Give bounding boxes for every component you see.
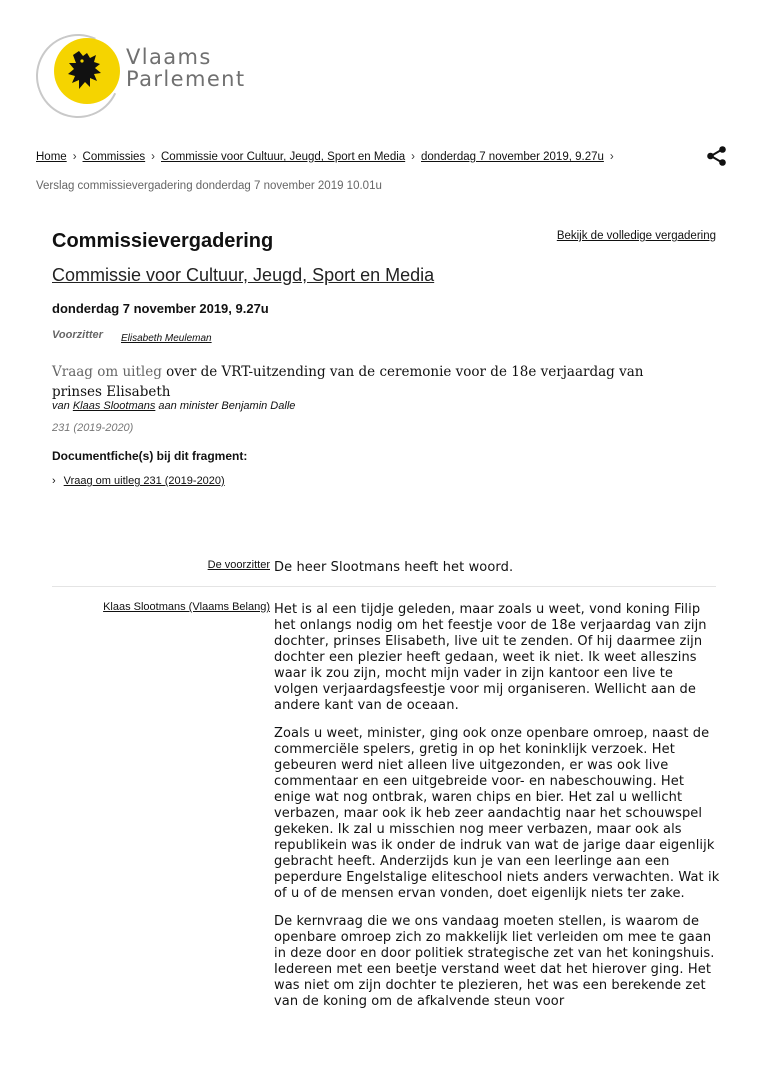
speech-paragraph: De kernvraag die we ons vandaag moeten stellen, is waarom de openbare omroep zich zo makkelijk liet verleiden om mee te gaan in deze door en door politiek strategische zet van het koningshuis. Iedereen met een beetje verstand weet dat het hierover ging. Het was niet om zijn dochter te plezieren, het was een berekende zet van de koning om de afkalvende steun voor xyxy=(274,914,715,1009)
from-prefix: van xyxy=(52,400,70,412)
chevron-right-icon: › xyxy=(609,151,614,163)
speech-slootmans xyxy=(274,602,720,1022)
breadcrumb-home[interactable]: Home xyxy=(36,151,67,163)
question-type: Vraag om uitleg xyxy=(52,364,162,380)
question-number: 231 (2019-2020) xyxy=(52,422,134,434)
breadcrumb-meeting-date[interactable]: donderdag 7 november 2019, 9.27u xyxy=(421,151,604,163)
speaker-slootmans-link[interactable]: Klaas Slootmans (Vlaams Belang) xyxy=(103,601,270,613)
view-full-meeting-link[interactable]: Bekijk de volledige vergadering xyxy=(556,230,716,242)
document-item xyxy=(52,475,225,487)
breadcrumb xyxy=(36,151,620,163)
author-link[interactable]: Klaas Slootmans xyxy=(72,400,156,412)
speaker-chair-link[interactable]: De voorzitter xyxy=(207,559,270,571)
chevron-right-icon: › xyxy=(52,475,56,487)
speech-chair xyxy=(274,560,720,588)
breadcrumb-commissies[interactable]: Commissies xyxy=(82,151,146,163)
divider xyxy=(52,586,716,587)
speech-paragraph: Het is al een tijdje geleden, maar zoals u weet, vond koning Filip het onlangs nodig om het feestje voor de 18e verjaardag van zijn dochter, prinses Elisabeth, live uit te zenden. Of hij daarmee zijn dochter een plezier heeft gedaan, weet ik niet. Ik weet alleszins waar ik zou zijn, mocht mijn vader in zijn kantoor een live te volgen verjaardagsfeestje voor mij organiseren. Wellicht aan de andere kant van de oceaan. xyxy=(274,602,707,713)
chevron-right-icon: › xyxy=(72,151,77,163)
logo-line-1: Vlaams xyxy=(126,45,212,69)
meeting-date: donderdag 7 november 2019, 9.27u xyxy=(52,301,269,316)
chevron-right-icon: › xyxy=(411,151,416,163)
speech-paragraph: Zoals u weet, minister, ging ook onze openbare omroep, naast de commerciële spelers, gretig in op het koninklijk verzoek. Het gebeuren werd niet alleen live uitgezonden, er was ook live commentaar en een uitgebreide voor- en nabeschouwing. Het enige wat nog ontbrak, waren chips en bier. Het zal u wellicht verbazen, maar ook ik heb zeer aandachtig naar het schouwspel gekeken. Ik zal u misschien nog meer verbazen, maar ook als republikein was ik onder de indruk van wat de jarige daar eigenlijk gebracht heeft. Anderzijds kun je van een leerlinge aan een peperdure Engelstalige eliteschool niets anders verwachten. Wat ik of u of de mensen ervan vonden, doet eigenlijk niets ter zake. xyxy=(274,726,720,901)
share-icon xyxy=(706,145,728,167)
lion-icon xyxy=(63,47,111,95)
share-button[interactable] xyxy=(706,145,728,167)
committee-link[interactable]: Commissie voor Cultuur, Jeugd, Sport en Media xyxy=(52,265,435,285)
speech-paragraph: De heer Slootmans heeft het woord. xyxy=(274,560,514,575)
question-subject: over de VRT-uitzending van de ceremonie voor de 18e verjaardag van prinses Elisabeth xyxy=(52,364,644,400)
breadcrumb-committee[interactable]: Commissie voor Cultuur, Jeugd, Sport en Media xyxy=(161,151,406,163)
page-title: Commissievergadering xyxy=(52,230,274,252)
logo-emblem xyxy=(54,38,120,104)
breadcrumb-current: Verslag commissievergadering donderdag 7 november 2019 10.01u xyxy=(36,180,382,192)
chair-name-link[interactable]: Elisabeth Meuleman xyxy=(121,333,212,344)
question-author-line xyxy=(52,400,295,412)
document-link[interactable]: Vraag om uitleg 231 (2019-2020) xyxy=(63,475,225,487)
documents-title: Documentfiche(s) bij dit fragment: xyxy=(52,449,248,463)
addressee: aan minister Benjamin Dalle xyxy=(158,400,296,412)
logo-line-2: Parlement xyxy=(126,67,246,91)
vlaams-parlement-logo[interactable] xyxy=(36,34,246,122)
logo-wordmark xyxy=(126,46,246,90)
question-heading xyxy=(52,362,692,402)
chair-label: Voorzitter xyxy=(52,329,103,341)
chevron-right-icon: › xyxy=(151,151,155,163)
